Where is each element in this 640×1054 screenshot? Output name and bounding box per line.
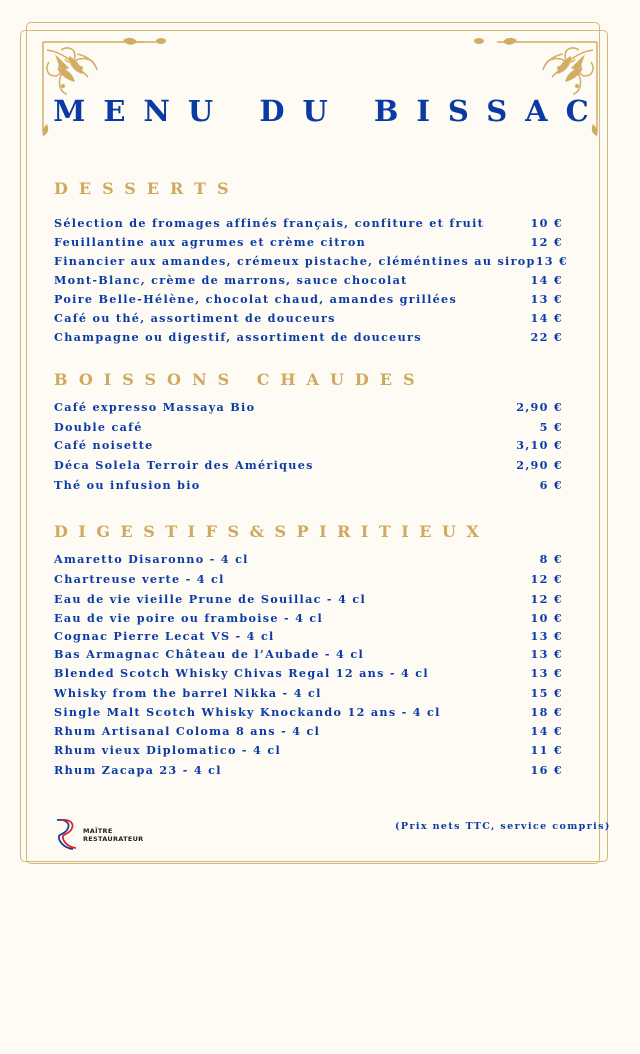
item-name: Whisky from the barrel Nikka - 4 cl	[54, 686, 322, 700]
item-price: 18 €	[530, 705, 563, 719]
menu-item	[54, 330, 563, 344]
menu-item	[54, 611, 563, 625]
item-price: 14 €	[530, 724, 563, 738]
item-price: 2,90 €	[516, 458, 563, 472]
menu-item	[54, 552, 563, 566]
item-price: 12 €	[530, 235, 563, 249]
item-name: Café ou thé, assortiment de douceurs	[54, 311, 336, 325]
item-name: Chartreuse verte - 4 cl	[54, 572, 225, 586]
menu-item	[54, 420, 563, 434]
menu-item	[54, 216, 563, 230]
item-price: 13 €	[530, 292, 563, 306]
item-price: 12 €	[530, 572, 563, 586]
menu-item	[54, 400, 563, 414]
menu-item	[54, 311, 563, 325]
item-name: Financier aux amandes, crémeux pistache, cléméntines au sirop	[54, 254, 536, 268]
menu-item	[54, 629, 563, 643]
menu-item	[54, 458, 563, 472]
item-price: 22 €	[530, 330, 563, 344]
menu-item	[54, 235, 563, 249]
logo-line-2: RESTAURATEUR	[83, 835, 144, 843]
item-name: Amaretto Disaronno - 4 cl	[54, 552, 249, 566]
menu-item	[54, 478, 563, 492]
item-price: 6 €	[539, 478, 563, 492]
item-name: Rhum vieux Diplomatico - 4 cl	[54, 743, 282, 757]
item-price: 5 €	[539, 420, 563, 434]
maitre-restaurateur-logo	[55, 818, 143, 852]
item-name: Rhum Zacapa 23 - 4 cl	[54, 763, 222, 777]
corner-ornament-icon	[457, 32, 607, 152]
item-price: 13 €	[530, 629, 563, 643]
item-price: 10 €	[530, 216, 563, 230]
item-price: 15 €	[530, 686, 563, 700]
section-title-digestifs-spiritieux: DIGESTIFS&SPIRITIEUX	[54, 522, 490, 541]
item-name: Rhum Artisanal Coloma 8 ans - 4 cl	[54, 724, 321, 738]
menu-item	[54, 592, 563, 606]
logo-line-1: MAÎTRE	[83, 827, 113, 835]
item-name: Feuillantine aux agrumes et crème citron	[54, 235, 367, 249]
menu-item	[54, 763, 563, 777]
item-name: Café expresso Massaya Bio	[54, 400, 256, 414]
item-price: 14 €	[530, 311, 563, 325]
corner-ornament-icon	[33, 32, 183, 152]
item-name: Blended Scotch Whisky Chivas Regal 12 ans - 4 cl	[54, 666, 429, 680]
menu-item	[54, 572, 563, 586]
menu-item	[54, 686, 563, 700]
menu-item	[54, 254, 569, 268]
menu-item	[54, 438, 563, 452]
item-name: Eau de vie poire ou framboise - 4 cl	[54, 611, 324, 625]
item-price: 11 €	[530, 743, 563, 757]
item-price: 16 €	[530, 763, 563, 777]
page-title: MENU DU BISSAC	[53, 94, 607, 128]
item-name: Poire Belle-Hélène, chocolat chaud, amandes grillées	[54, 292, 458, 306]
section-title-boissons-chaudes: BOISSONS CHAUDES	[54, 370, 426, 389]
item-price: 8 €	[539, 552, 563, 566]
maitre-restaurateur-r-icon	[55, 818, 77, 852]
item-name: Thé ou infusion bio	[54, 478, 201, 492]
item-price: 13 €	[535, 254, 569, 268]
section-title-desserts: DESSERTS	[54, 179, 240, 198]
item-name: Cognac Pierre Lecat VS - 4 cl	[54, 629, 275, 643]
item-name: Double café	[54, 420, 143, 434]
item-price: 13 €	[530, 666, 563, 680]
item-price: 13 €	[530, 647, 563, 661]
item-price: 12 €	[530, 592, 563, 606]
menu-item	[54, 705, 563, 719]
menu-item	[54, 743, 563, 757]
item-name: Déca Solela Terroir des Amériques	[54, 458, 314, 472]
item-name: Sélection de fromages affinés français, confiture et fruit	[54, 216, 485, 230]
item-price: 14 €	[530, 273, 563, 287]
item-name: Champagne ou digestif, assortiment de douceurs	[54, 330, 422, 344]
item-name: Mont-Blanc, crème de marrons, sauce chocolat	[54, 273, 408, 287]
price-note: (Prix nets TTC, service compris)	[395, 821, 611, 832]
menu-item	[54, 666, 563, 680]
menu-item	[54, 273, 563, 287]
item-name: Café noisette	[54, 438, 154, 452]
item-price: 3,10 €	[516, 438, 563, 452]
item-price: 10 €	[530, 611, 563, 625]
menu-item	[54, 292, 563, 306]
item-name: Bas Armagnac Château de l’Aubade - 4 cl	[54, 647, 365, 661]
menu-item	[54, 724, 563, 738]
item-name: Eau de vie vieille Prune de Souillac - 4 cl	[54, 592, 367, 606]
item-name: Single Malt Scotch Whisky Knockando 12 ans - 4 cl	[54, 705, 441, 719]
item-price: 2,90 €	[516, 400, 563, 414]
menu-item	[54, 647, 563, 661]
